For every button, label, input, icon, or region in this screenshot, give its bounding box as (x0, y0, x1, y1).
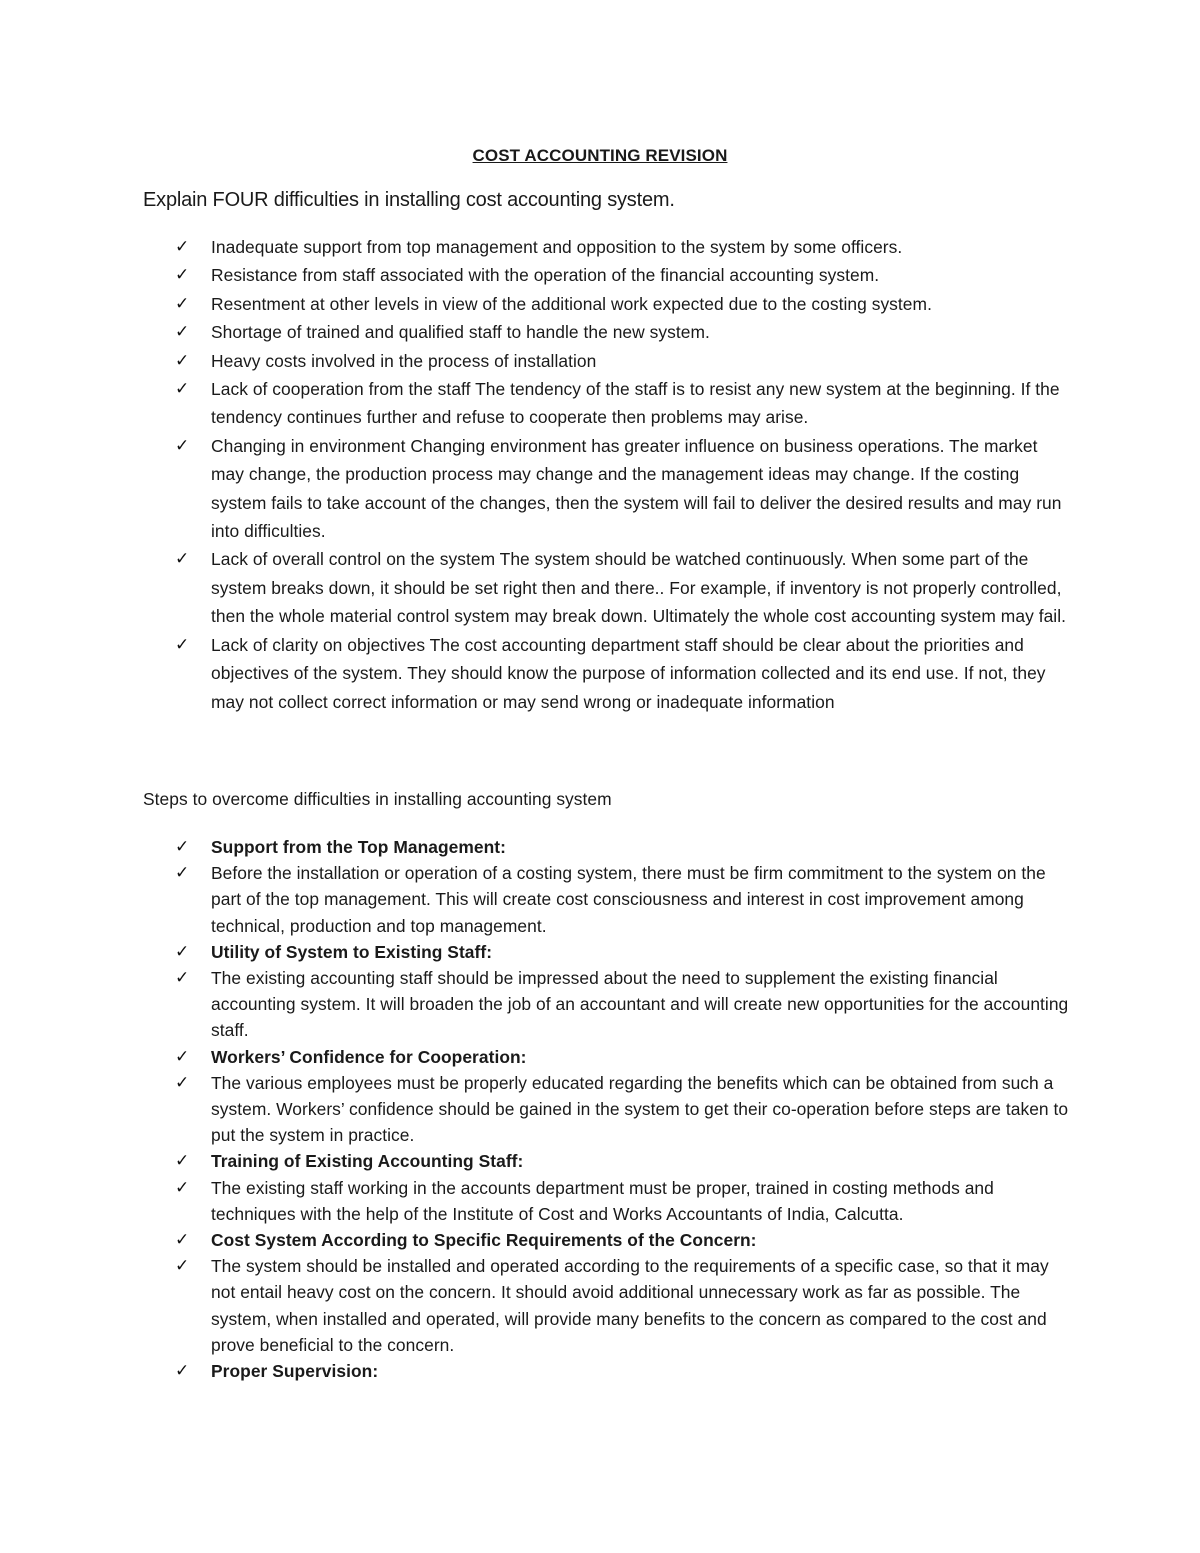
step-description-item (175, 1253, 1070, 1358)
checkmark-icon: ✓ (175, 293, 190, 314)
checkmark-icon: ✓ (175, 1361, 190, 1382)
checkmark-icon: ✓ (175, 968, 190, 989)
step-description-text: The various employees must be properly educated regarding the benefits which can be obtained from such a system. Workers’ confidence should be gained in the system to get their co-operation before steps are taken to put the system in practice. (211, 1072, 1069, 1146)
difficulty-item-lead: Changing in environment (211, 435, 406, 456)
difficulty-item (175, 347, 1070, 375)
step-heading-text: Training of Existing Accounting Staff: (211, 1151, 524, 1172)
difficulty-item-text: Inadequate support from top management and opposition to the system by some officers. (211, 237, 903, 257)
step-heading-item (175, 1227, 1070, 1253)
steps-list (175, 834, 1070, 1384)
difficulty-item (175, 261, 1070, 289)
difficulty-item-text: Changing environment has greater influence on business operations. The market may change, the production process may change and the management ideas may change. If the costing system fails to take account of the changes, then the system will fail to deliver the desired results and may run into difficulties. (211, 435, 1062, 542)
step-description-text: Before the installation or operation of a costing system, there must be firm commitment to the system on the part of the top management. This will create cost consciousness and interest in cost improvement among technical, production and top management. (211, 863, 1046, 936)
step-description-text: The system should be installed and operated according to the requirements of a specific case, so that it may not entail heavy cost on the concern. It should avoid additional unnecessary work as far as possible. The system, when installed and operated, will provide many benefits to the concern as compared to the cost and prove beneficial to the concern. (211, 1256, 1049, 1355)
checkmark-icon: ✓ (175, 1256, 190, 1277)
step-description-text: The existing accounting staff should be impressed about the need to supplement the existing financial accounting system. It will broaden the job of an accountant and will create new opportunities for the accounting staff. (211, 968, 1069, 1041)
steps-heading: Steps to overcome difficulties in installing accounting system (143, 789, 612, 809)
checkmark-icon: ✓ (175, 350, 190, 371)
difficulties-heading: Explain FOUR difficulties in installing cost accounting system. (143, 189, 675, 211)
checkmark-icon: ✓ (175, 863, 190, 884)
checkmark-icon: ✓ (175, 549, 190, 570)
checkmark-icon: ✓ (175, 435, 190, 456)
step-heading-item (175, 834, 1070, 860)
difficulty-item-lead: Lack of cooperation from the staff (211, 379, 471, 400)
step-heading-item (175, 939, 1070, 965)
difficulties-list (175, 233, 1070, 716)
step-heading-text: Workers’ Confidence for Cooperation: (211, 1046, 527, 1067)
checkmark-icon: ✓ (175, 237, 190, 257)
difficulty-item-text: Resistance from staff associated with the operation of the financial accounting system. (211, 265, 880, 286)
difficulty-item-text: The tendency of the staff is to resist any new system at the beginning. If the tendency continues further and refuse to cooperate then problems may arise. (211, 379, 1060, 428)
step-description-item (175, 1070, 1070, 1149)
difficulty-item (175, 233, 1070, 261)
checkmark-icon: ✓ (175, 1046, 190, 1067)
difficulty-item-text: Lack of overall control on the system The system should be watched continuously. When some part of the system breaks down, it should be set right then and there.. For example, if inventory is not properly controlled, then the whole material control system may break down. Ultimately the whole cost accounting system may fail. (211, 549, 1067, 627)
step-heading-item (175, 1358, 1070, 1384)
step-description-item (175, 965, 1070, 1044)
step-description-item (175, 860, 1070, 939)
checkmark-icon: ✓ (175, 1072, 190, 1093)
checkmark-icon: ✓ (175, 634, 190, 655)
document-title: COST ACCOUNTING REVISION (472, 146, 728, 165)
checkmark-icon: ✓ (175, 1151, 190, 1172)
difficulty-item (175, 631, 1070, 716)
difficulty-item (175, 290, 1070, 318)
step-heading-item (175, 1044, 1070, 1070)
difficulty-item (175, 318, 1070, 346)
step-heading-text: Support from the Top Management: (211, 837, 506, 857)
checkmark-icon: ✓ (175, 322, 190, 343)
difficulty-item (175, 545, 1070, 630)
checkmark-icon: ✓ (175, 941, 190, 962)
checkmark-icon: ✓ (175, 379, 190, 400)
step-heading-text: Cost System According to Specific Requirements of the Concern: (211, 1230, 757, 1251)
step-heading-text: Proper Supervision: (211, 1361, 379, 1382)
difficulty-item-text: Heavy costs involved in the process of installation (211, 350, 597, 371)
checkmark-icon: ✓ (175, 1177, 190, 1198)
difficulty-item-text: Shortage of trained and qualified staff to handle the new system. (211, 322, 710, 343)
step-heading-item (175, 1148, 1070, 1174)
checkmark-icon: ✓ (175, 1230, 190, 1251)
step-description-item (175, 1175, 1070, 1227)
difficulty-item (175, 375, 1070, 432)
difficulty-item (175, 432, 1070, 546)
difficulty-item-text: Lack of clarity on objectives The cost accounting department staff should be clear about the priorities and objectives of the system. They should know the purpose of information collected and its end use. If not, they may not collect correct information or may send wrong or inadequate information (211, 634, 1046, 712)
checkmark-icon: ✓ (175, 265, 190, 286)
checkmark-icon: ✓ (175, 837, 190, 857)
step-heading-text: Utility of System to Existing Staff: (211, 941, 493, 962)
step-description-text: The existing staff working in the accounts department must be proper, trained in costing methods and techniques with the help of the Institute of Cost and Works Accountants of India, Calcutta. (211, 1177, 994, 1224)
difficulty-item-text: Resentment at other levels in view of the additional work expected due to the costing system. (211, 293, 932, 314)
